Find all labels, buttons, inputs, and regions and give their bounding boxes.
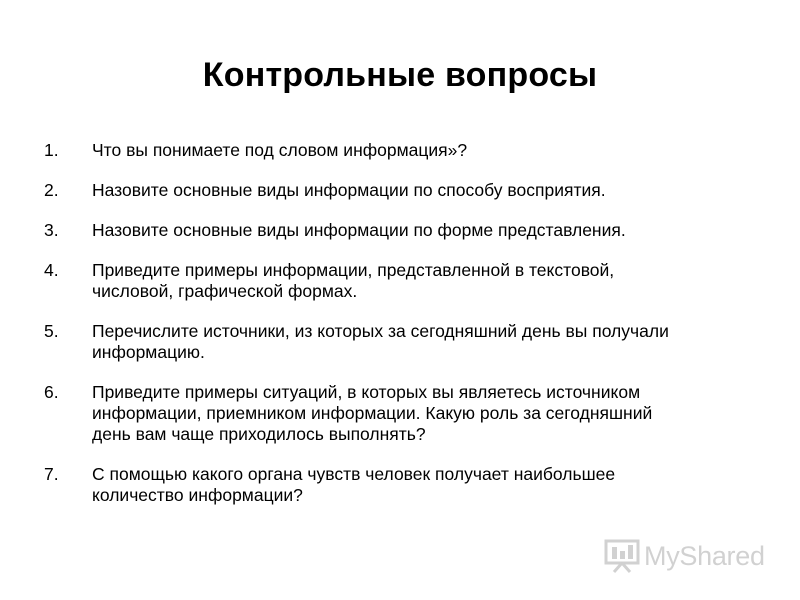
question-line: количество информации? bbox=[92, 485, 303, 505]
question-text bbox=[92, 321, 774, 363]
question-line: Перечислите источники, из которых за сегодняшний день вы получали bbox=[92, 321, 669, 341]
question-text bbox=[92, 140, 774, 161]
question-item bbox=[44, 260, 774, 302]
question-list bbox=[44, 140, 774, 506]
question-item bbox=[44, 220, 774, 241]
question-text bbox=[92, 260, 774, 302]
question-number: 5. bbox=[44, 321, 59, 341]
question-number: 4. bbox=[44, 260, 59, 280]
watermark-text: MyShared bbox=[644, 540, 765, 571]
myshared-watermark bbox=[604, 536, 774, 576]
question-line: Назовите основные виды информации по способу восприятия. bbox=[92, 180, 606, 200]
question-text bbox=[92, 464, 774, 506]
question-line: Назовите основные виды информации по форме представления. bbox=[92, 220, 626, 240]
question-text bbox=[92, 180, 774, 201]
question-line: информацию. bbox=[92, 342, 205, 362]
question-text bbox=[92, 382, 774, 445]
question-line: Приведите примеры информации, представленной в текстовой, bbox=[92, 260, 615, 280]
question-number: 3. bbox=[44, 220, 59, 240]
question-number: 1. bbox=[44, 140, 59, 160]
question-text bbox=[92, 220, 774, 241]
question-item bbox=[44, 180, 774, 201]
slide-title: Контрольные вопросы bbox=[202, 56, 598, 94]
question-item bbox=[44, 382, 774, 445]
question-line: С помощью какого органа чувств человек получает наибольшее bbox=[92, 464, 616, 484]
question-number: 6. bbox=[44, 382, 59, 402]
question-item bbox=[44, 140, 774, 161]
question-item bbox=[44, 321, 774, 363]
question-line: числовой, графической формах. bbox=[92, 281, 358, 301]
question-number: 2. bbox=[44, 180, 59, 200]
question-line: информации, приемником информации. Какую роль за сегодняшний bbox=[92, 403, 653, 423]
question-line: день вам чаще приходилось выполнять? bbox=[92, 424, 426, 444]
question-number: 7. bbox=[44, 464, 59, 484]
question-line: Что вы понимаете под словом информация»? bbox=[92, 140, 468, 160]
presentation-board-icon bbox=[604, 539, 640, 573]
question-item bbox=[44, 464, 774, 506]
question-line: Приведите примеры ситуаций, в которых вы являетесь источником bbox=[92, 382, 641, 402]
